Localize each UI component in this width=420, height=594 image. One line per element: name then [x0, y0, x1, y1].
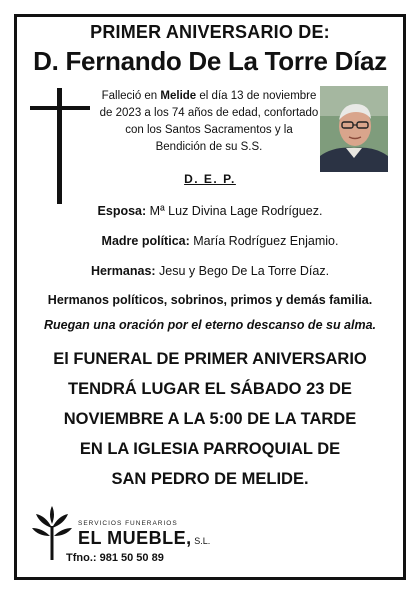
funeral-home-name-text: EL MUEBLE, — [78, 528, 192, 548]
death-line-2: de 2023 a los 74 años de edad, confortado — [99, 107, 319, 119]
funeral-line-3: NOVIEMBRE A LA 5:00 DE LA TARDE — [63, 410, 357, 428]
funeral-line-5: SAN PEDRO DE MELIDE. — [111, 470, 309, 488]
funeral-home-phone: Tfno.: 981 50 50 89 — [66, 552, 164, 564]
funeral-line-2: TENDRÁ LUGAR EL SÁBADO 23 DE — [68, 380, 352, 398]
notice-title: PRIMER ANIVERSARIO DE: — [90, 22, 330, 42]
funeral-line-4: EN LA IGLESIA PARROQUIAL DE — [79, 440, 341, 458]
funeral-home-suffix: S.L. — [191, 536, 211, 546]
prayer-request: Ruegan una oración por el eterno descanso de su alma. — [43, 318, 377, 332]
mother-in-law-label: Madre política: — [101, 234, 190, 248]
funeral-home-name — [78, 528, 210, 549]
death-line-1-prefix: Falleció en — [101, 90, 161, 102]
family-other-relatives: Hermanos políticos, sobrinos, primos y demás familia. — [47, 293, 373, 307]
death-line-1 — [98, 88, 320, 105]
family-sisters — [0, 264, 420, 278]
sisters-label: Hermanas: — [90, 264, 156, 278]
funeral-announcement — [0, 344, 420, 494]
family-mother-in-law — [0, 234, 420, 248]
wife-name: Mª Luz Divina Lage Rodríguez. — [146, 204, 323, 218]
death-line-3: con los Santos Sacramentos y la — [125, 124, 293, 136]
portrait-drawing — [320, 86, 388, 172]
funeral-line-1: El FUNERAL DE PRIMER ANIVERSARIO — [53, 350, 367, 368]
deceased-name: D. Fernando De La Torre Díaz — [33, 46, 387, 76]
sisters-names: Jesu y Bego De La Torre Díaz. — [155, 264, 330, 278]
funeral-home-subtitle: SERVICIOS FUNERARIOS — [78, 520, 178, 527]
death-place: Melide — [160, 90, 197, 102]
rest-in-peace-label: D. E. P. — [184, 172, 236, 186]
cross-icon — [30, 88, 90, 204]
wife-label: Esposa: — [97, 204, 147, 218]
deceased-photo — [320, 86, 388, 172]
death-announcement — [98, 88, 320, 156]
family-wife — [0, 204, 420, 218]
death-line-1-suffix: el día 13 de noviembre — [196, 90, 317, 102]
death-line-4: Bendición de su S.S. — [155, 141, 263, 153]
mother-in-law-name: María Rodríguez Enjamio. — [189, 234, 339, 248]
funeral-home-logo — [30, 506, 210, 572]
